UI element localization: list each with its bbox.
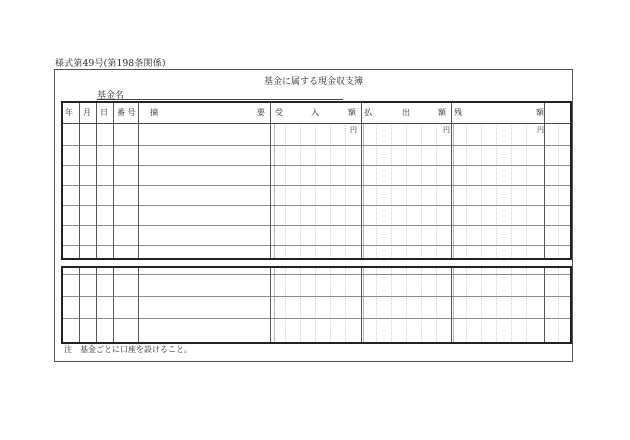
header-summary-left: 摘 (150, 108, 158, 117)
form-title: 基金に属する現金収支簿 (263, 77, 363, 87)
header-receipts-1: 受 (275, 108, 283, 117)
yen-unit-receipts: 円 (350, 126, 357, 134)
fund-name-field[interactable] (97, 88, 343, 100)
header-month: 月 (83, 108, 91, 117)
header-payments-3: 額 (438, 108, 446, 117)
header-receipts-3: 額 (348, 108, 356, 117)
yen-unit-payments: 円 (443, 126, 450, 134)
ledger-form (54, 69, 573, 362)
header-summary-right: 要 (257, 108, 265, 117)
fund-name-label: 基金名 (97, 91, 125, 101)
header-number: 番 号 (117, 108, 136, 117)
ledger-grid-lower (63, 268, 570, 342)
header-day: 日 (100, 108, 108, 117)
header-balance-2: 額 (536, 108, 544, 117)
header-year: 年 (65, 108, 73, 117)
ledger-table-upper (61, 101, 572, 260)
header-payments-2: 出 (402, 108, 410, 117)
yen-unit-balance: 円 (537, 126, 544, 134)
ledger-grid-upper (63, 103, 570, 258)
form-number: 様式第49号(第198条関係) (55, 59, 166, 69)
header-payments-1: 払 (364, 108, 372, 117)
header-receipts-2: 入 (311, 108, 319, 117)
header-balance-1: 残 (454, 108, 462, 117)
ledger-table-lower (61, 266, 572, 344)
form-note: 注 基金ごとに口座を設けること。 (64, 345, 192, 354)
